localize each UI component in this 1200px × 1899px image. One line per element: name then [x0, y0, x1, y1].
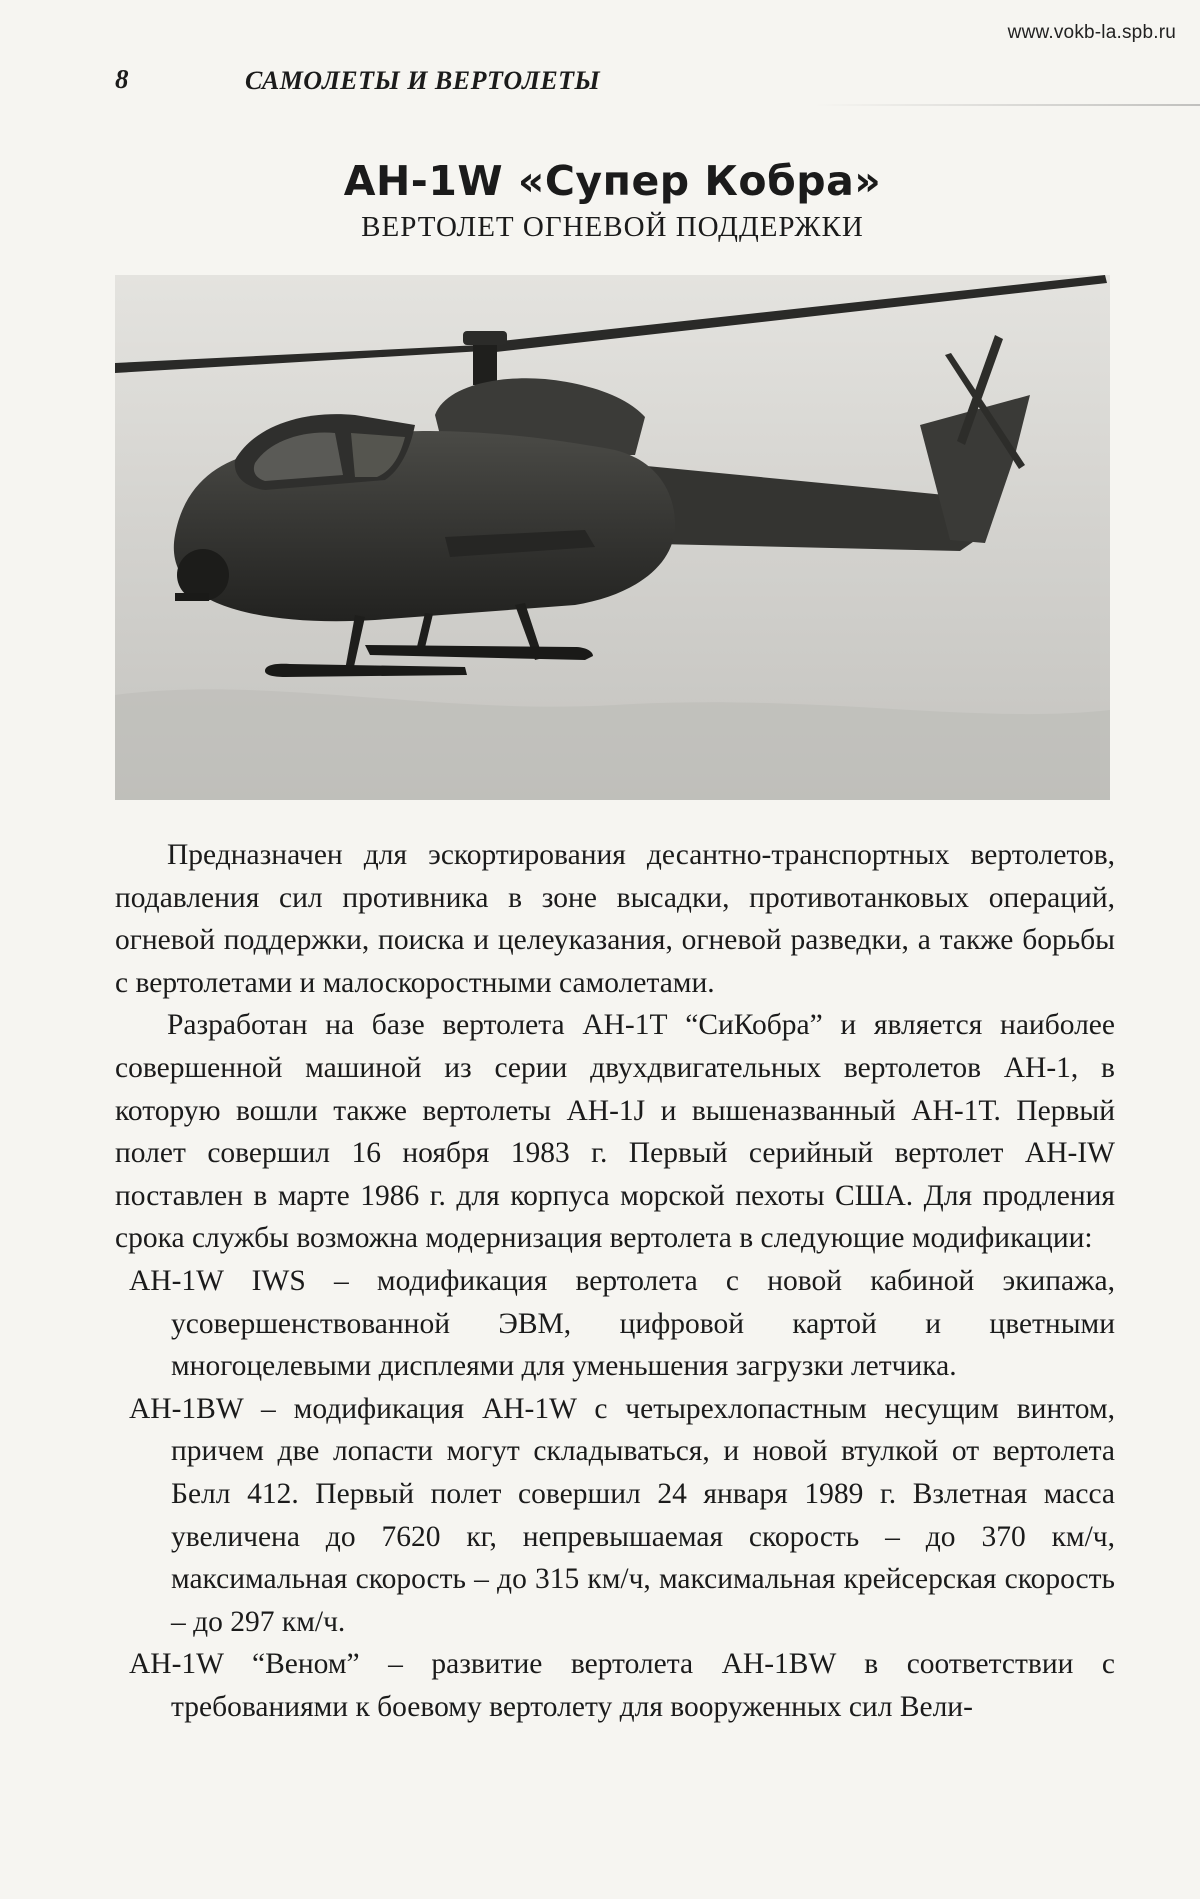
modification-1bw: АН-1BW – модификация АН-1W с четырехлопастным несущим винтом, причем две лопасти могут складываться, и новой втулкой от вертолета Белл 412. Первый полет совершил 24 января 1989 г. Взлетная масса увеличена до 7620 кг, непревышаемая скорость – до 370 км/ч, максимальная скорость – до 315 км/ч, максимальная крейсерская скорость – до 297 км/ч.	[129, 1392, 1115, 1638]
paragraph-development: Разработан на базе вертолета АН-1Т “СиКобра” и является наиболее совершенной машиной из серии двухдвигательных вертолетов АН-1, в которую вошли также вертолеты АН-1J и вышеназванный АН-1Т. Первый полет совершил 16 ноября 1983 г. Первый серийный вертолет AH-IW поставлен в марте 1986 г. для корпуса морской пехоты США. Для продления срока службы возможна модернизация вертолета в следующие модификации:	[115, 1009, 1115, 1255]
article-heading	[115, 156, 1110, 246]
article-title: АН-1W «Супер Кобра»	[343, 157, 882, 205]
header-rule	[815, 104, 1200, 106]
article-subtitle: ВЕРТОЛЕТ ОГНЕВОЙ ПОДДЕРЖКИ	[361, 211, 864, 243]
article-body	[115, 834, 1115, 1728]
modification-venom: АН-1W “Веном” – развитие вертолета АН-1BW в соответствии с требованиями к боевому вертолету для вооруженных сил Вели-	[129, 1648, 1115, 1723]
section-title: САМОЛЕТЫ И ВЕРТОЛЕТЫ	[245, 66, 601, 95]
page-number: 8	[115, 64, 129, 94]
paragraph-purpose: Предназначен для эскортирования десантно-транспортных вертолетов, подавления сил противника в зоне высадки, противотанковых операций, огневой поддержки, поиска и целеуказания, огневой разведки, а также борьбы с вертолетами и малоскоростными самолетами.	[115, 839, 1115, 999]
modification-iws: АН-1W IWS – модификация вертолета с новой кабиной экипажа, усовершенствованной ЭВМ, цифровой картой и цветными многоцелевыми дисплеями для уменьшения загрузки летчика.	[129, 1264, 1115, 1383]
source-url: www.vokb-la.spb.ru	[1007, 22, 1176, 43]
helicopter-photo	[115, 275, 1110, 800]
